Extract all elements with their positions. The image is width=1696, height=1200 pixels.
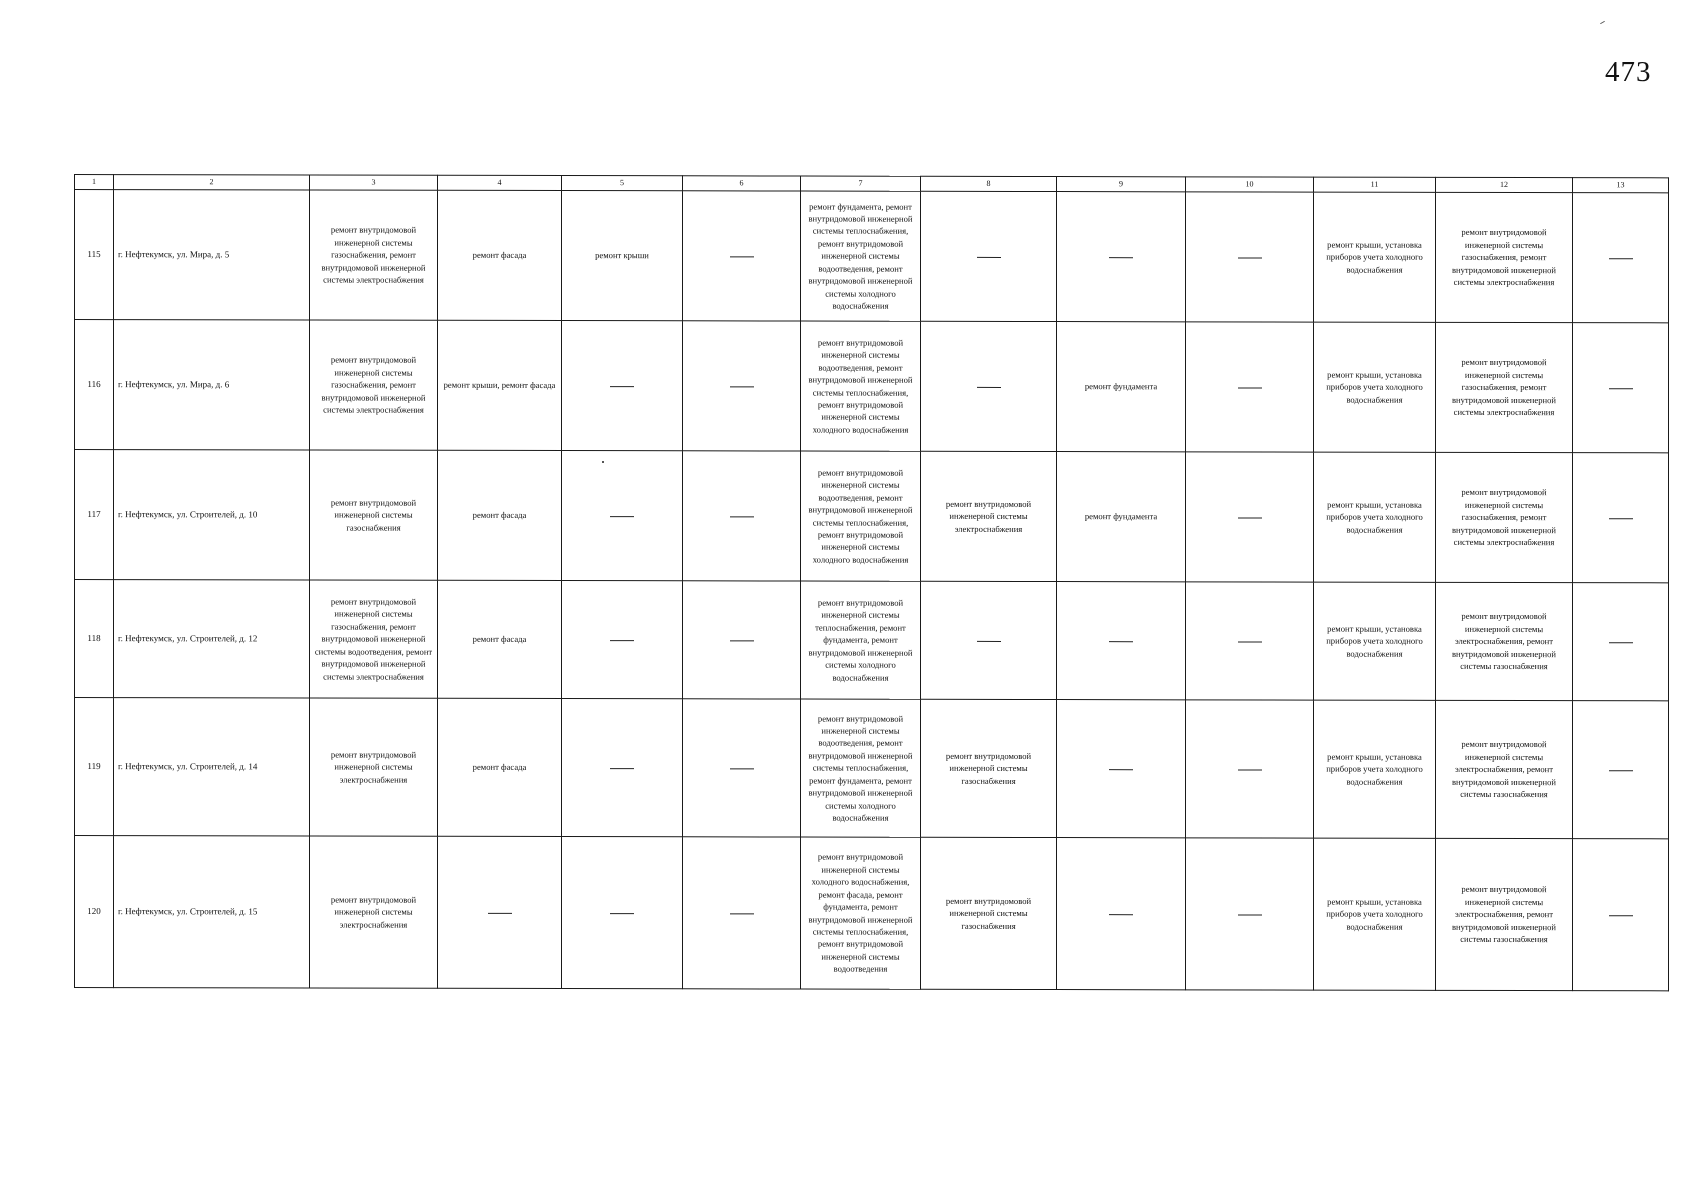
column-number-2: 2 bbox=[114, 175, 310, 190]
address-cell: г. Нефтекумск, ул. Строителей, д. 14 bbox=[114, 698, 310, 836]
work-cell-col-13 bbox=[1573, 701, 1669, 839]
work-cell-col-6 bbox=[683, 581, 801, 699]
work-cell-col-8 bbox=[921, 191, 1057, 321]
work-cell-col-6 bbox=[683, 837, 801, 989]
work-cell-col-3: ремонт внутридомовой инженерной системы газоснабжения, ремонт внутридомовой инженерной системы водоотведения, ремонт внутридомовой инженерной системы электроснабжения bbox=[310, 580, 438, 698]
dash-mark bbox=[1609, 258, 1633, 259]
repair-schedule-table bbox=[74, 174, 1669, 991]
dash-mark bbox=[1238, 914, 1262, 915]
work-cell-col-9 bbox=[1057, 700, 1186, 838]
work-cell-col-11: ремонт крыши, установка приборов учета холодного водоснабжения bbox=[1314, 700, 1436, 838]
dash-mark bbox=[610, 913, 634, 914]
column-number-12: 12 bbox=[1436, 177, 1573, 192]
work-cell-col-12: ремонт внутридомовой инженерной системы газоснабжения, ремонт внутридомовой инженерной системы электроснабжения bbox=[1436, 192, 1573, 322]
work-cell-col-11: ремонт крыши, установка приборов учета холодного водоснабжения bbox=[1314, 582, 1436, 700]
table-body bbox=[75, 190, 1669, 991]
column-number-5: 5 bbox=[562, 176, 683, 191]
scan-mark bbox=[1600, 21, 1605, 24]
row-number-cell: 117 bbox=[75, 450, 114, 580]
table-row bbox=[75, 836, 1669, 991]
page-number: 473 bbox=[1605, 56, 1652, 88]
repair-schedule-table-container bbox=[74, 174, 1668, 1015]
work-cell-col-9: ремонт фундамента bbox=[1057, 452, 1186, 582]
dash-mark bbox=[1109, 914, 1133, 915]
work-cell-col-3: ремонт внутридомовой инженерной системы электроснабжения bbox=[310, 698, 438, 836]
work-cell-col-13 bbox=[1573, 193, 1669, 323]
work-cell-col-10 bbox=[1186, 452, 1314, 582]
table-row bbox=[75, 190, 1669, 323]
dash-mark bbox=[730, 913, 754, 914]
dash-mark bbox=[977, 257, 1001, 258]
work-cell-col-3: ремонт внутридомовой инженерной системы газоснабжения, ремонт внутридомовой инженерной системы электроснабжения bbox=[310, 190, 438, 320]
address-cell: г. Нефтекумск, ул. Строителей, д. 12 bbox=[114, 580, 310, 698]
address-cell: г. Нефтекумск, ул. Мира, д. 6 bbox=[114, 320, 310, 450]
work-cell-col-5 bbox=[562, 699, 683, 837]
dash-mark bbox=[1609, 388, 1633, 389]
dash-mark bbox=[1609, 915, 1633, 916]
work-cell-col-4: ремонт фасада bbox=[438, 580, 562, 698]
dash-mark bbox=[610, 516, 634, 517]
work-cell-col-5 bbox=[562, 581, 683, 699]
dash-mark bbox=[730, 640, 754, 641]
work-cell-col-4: ремонт фасада bbox=[438, 190, 562, 320]
work-cell-col-11: ремонт крыши, установка приборов учета холодного водоснабжения bbox=[1314, 838, 1436, 990]
column-number-4: 4 bbox=[438, 175, 562, 190]
dash-mark bbox=[977, 641, 1001, 642]
dash-mark bbox=[610, 640, 634, 641]
work-cell-col-7: ремонт фундамента, ремонт внутридомовой инженерной системы теплоснабжения, ремонт внутридомовой инженерной системы водоотведения, ремонт внутридомовой инженерной системы холодного водоснабжения bbox=[801, 191, 921, 321]
work-cell-col-11: ремонт крыши, установка приборов учета холодного водоснабжения bbox=[1314, 192, 1436, 322]
work-cell-col-8: ремонт внутридомовой инженерной системы электроснабжения bbox=[921, 451, 1057, 581]
dash-mark bbox=[730, 516, 754, 517]
dash-mark bbox=[1238, 769, 1262, 770]
work-cell-col-13 bbox=[1573, 323, 1669, 453]
work-cell-col-5: ремонт крыши bbox=[562, 191, 683, 321]
column-number-10: 10 bbox=[1186, 177, 1314, 192]
dash-mark bbox=[730, 768, 754, 769]
work-cell-col-12: ремонт внутридомовой инженерной системы газоснабжения, ремонт внутридомовой инженерной системы электроснабжения bbox=[1436, 452, 1573, 582]
work-cell-col-6 bbox=[683, 699, 801, 837]
work-cell-col-11: ремонт крыши, установка приборов учета холодного водоснабжения bbox=[1314, 322, 1436, 452]
work-cell-col-12: ремонт внутридомовой инженерной системы газоснабжения, ремонт внутридомовой инженерной системы электроснабжения bbox=[1436, 322, 1573, 452]
row-number-cell: 118 bbox=[75, 580, 114, 698]
column-number-7: 7 bbox=[801, 176, 921, 191]
work-cell-col-6 bbox=[683, 191, 801, 321]
work-cell-col-3: ремонт внутридомовой инженерной системы электроснабжения bbox=[310, 836, 438, 988]
table-row bbox=[75, 450, 1669, 583]
column-number-11: 11 bbox=[1314, 177, 1436, 192]
column-number-1: 1 bbox=[75, 175, 114, 190]
dash-mark bbox=[1609, 770, 1633, 771]
work-cell-col-10 bbox=[1186, 192, 1314, 322]
dash-mark bbox=[1238, 517, 1262, 518]
work-cell-col-13 bbox=[1573, 583, 1669, 701]
column-number-9: 9 bbox=[1057, 177, 1186, 192]
dash-mark bbox=[488, 913, 512, 914]
dash-mark bbox=[730, 256, 754, 257]
work-cell-col-12: ремонт внутридомовой инженерной системы электроснабжения, ремонт внутридомовой инженерной системы газоснабжения bbox=[1436, 582, 1573, 700]
work-cell-col-8: ремонт внутридомовой инженерной системы газоснабжения bbox=[921, 699, 1057, 837]
work-cell-col-7: ремонт внутридомовой инженерной системы теплоснабжения, ремонт фундамента, ремонт внутридомовой инженерной системы холодного водоснабжения bbox=[801, 581, 921, 699]
dash-mark bbox=[1238, 387, 1262, 388]
work-cell-col-3: ремонт внутридомовой инженерной системы газоснабжения, ремонт внутридомовой инженерной системы электроснабжения bbox=[310, 320, 438, 450]
dash-mark bbox=[1609, 642, 1633, 643]
work-cell-col-10 bbox=[1186, 838, 1314, 990]
row-number-cell: 119 bbox=[75, 698, 114, 836]
work-cell-col-12: ремонт внутридомовой инженерной системы электроснабжения, ремонт внутридомовой инженерной системы газоснабжения bbox=[1436, 838, 1573, 990]
column-number-13: 13 bbox=[1573, 178, 1669, 193]
dash-mark bbox=[1238, 641, 1262, 642]
work-cell-col-8 bbox=[921, 581, 1057, 699]
dash-mark bbox=[1609, 518, 1633, 519]
work-cell-col-8 bbox=[921, 321, 1057, 451]
table-row bbox=[75, 698, 1669, 839]
work-cell-col-7: ремонт внутридомовой инженерной системы водоотведения, ремонт внутридомовой инженерной системы теплоснабжения, ремонт внутридомовой инженерной системы холодного водоснабжения bbox=[801, 451, 921, 581]
work-cell-col-8: ремонт внутридомовой инженерной системы газоснабжения bbox=[921, 837, 1057, 989]
work-cell-col-10 bbox=[1186, 700, 1314, 838]
work-cell-col-10 bbox=[1186, 322, 1314, 452]
work-cell-col-4: ремонт крыши, ремонт фасада bbox=[438, 320, 562, 450]
work-cell-col-4: ремонт фасада bbox=[438, 450, 562, 580]
row-number-cell: 115 bbox=[75, 190, 114, 320]
work-cell-col-10 bbox=[1186, 582, 1314, 700]
work-cell-col-4: ремонт фасада bbox=[438, 698, 562, 836]
work-cell-col-12: ремонт внутридомовой инженерной системы электроснабжения, ремонт внутридомовой инженерной системы газоснабжения bbox=[1436, 700, 1573, 838]
work-cell-col-9 bbox=[1057, 838, 1186, 990]
work-cell-col-9 bbox=[1057, 192, 1186, 322]
row-number-cell: 120 bbox=[75, 836, 114, 988]
table-row bbox=[75, 320, 1669, 453]
work-cell-col-11: ремонт крыши, установка приборов учета холодного водоснабжения bbox=[1314, 452, 1436, 582]
dash-mark bbox=[977, 387, 1001, 388]
work-cell-col-5 bbox=[562, 451, 683, 581]
work-cell-col-7: ремонт внутридомовой инженерной системы водоотведения, ремонт внутридомовой инженерной системы теплоснабжения, ремонт фундамента, ремонт внутридомовой инженерной системы холодного водоснабжения bbox=[801, 699, 921, 837]
work-cell-col-9 bbox=[1057, 582, 1186, 700]
work-cell-col-5 bbox=[562, 321, 683, 451]
work-cell-col-6 bbox=[683, 451, 801, 581]
column-number-6: 6 bbox=[683, 176, 801, 191]
dash-mark bbox=[1238, 257, 1262, 258]
address-cell: г. Нефтекумск, ул. Строителей, д. 10 bbox=[114, 450, 310, 580]
work-cell-col-6 bbox=[683, 321, 801, 451]
column-number-8: 8 bbox=[921, 176, 1057, 191]
dash-mark bbox=[610, 386, 634, 387]
table-row bbox=[75, 580, 1669, 701]
work-cell-col-4 bbox=[438, 836, 562, 988]
work-cell-col-13 bbox=[1573, 839, 1669, 991]
dash-mark bbox=[1109, 769, 1133, 770]
work-cell-col-5 bbox=[562, 837, 683, 989]
work-cell-col-9: ремонт фундамента bbox=[1057, 322, 1186, 452]
row-number-cell: 116 bbox=[75, 320, 114, 450]
address-cell: г. Нефтекумск, ул. Строителей, д. 15 bbox=[114, 836, 310, 988]
dash-mark bbox=[1109, 641, 1133, 642]
work-cell-col-7: ремонт внутридомовой инженерной системы холодного водоснабжения, ремонт фасада, ремонт фундамента, ремонт внутридомовой инженерной системы теплоснабжения, ремонт внутридомовой инженерной системы водоотведения bbox=[801, 837, 921, 989]
address-cell: г. Нефтекумск, ул. Мира, д. 5 bbox=[114, 190, 310, 320]
work-cell-col-3: ремонт внутридомовой инженерной системы газоснабжения bbox=[310, 450, 438, 580]
column-number-3: 3 bbox=[310, 175, 438, 190]
dash-mark bbox=[610, 768, 634, 769]
work-cell-col-13 bbox=[1573, 453, 1669, 583]
dash-mark bbox=[1109, 257, 1133, 258]
work-cell-col-7: ремонт внутридомовой инженерной системы водоотведения, ремонт внутридомовой инженерной системы теплоснабжения, ремонт внутридомовой инженерной системы холодного водоснабжения bbox=[801, 321, 921, 451]
dash-mark bbox=[730, 386, 754, 387]
